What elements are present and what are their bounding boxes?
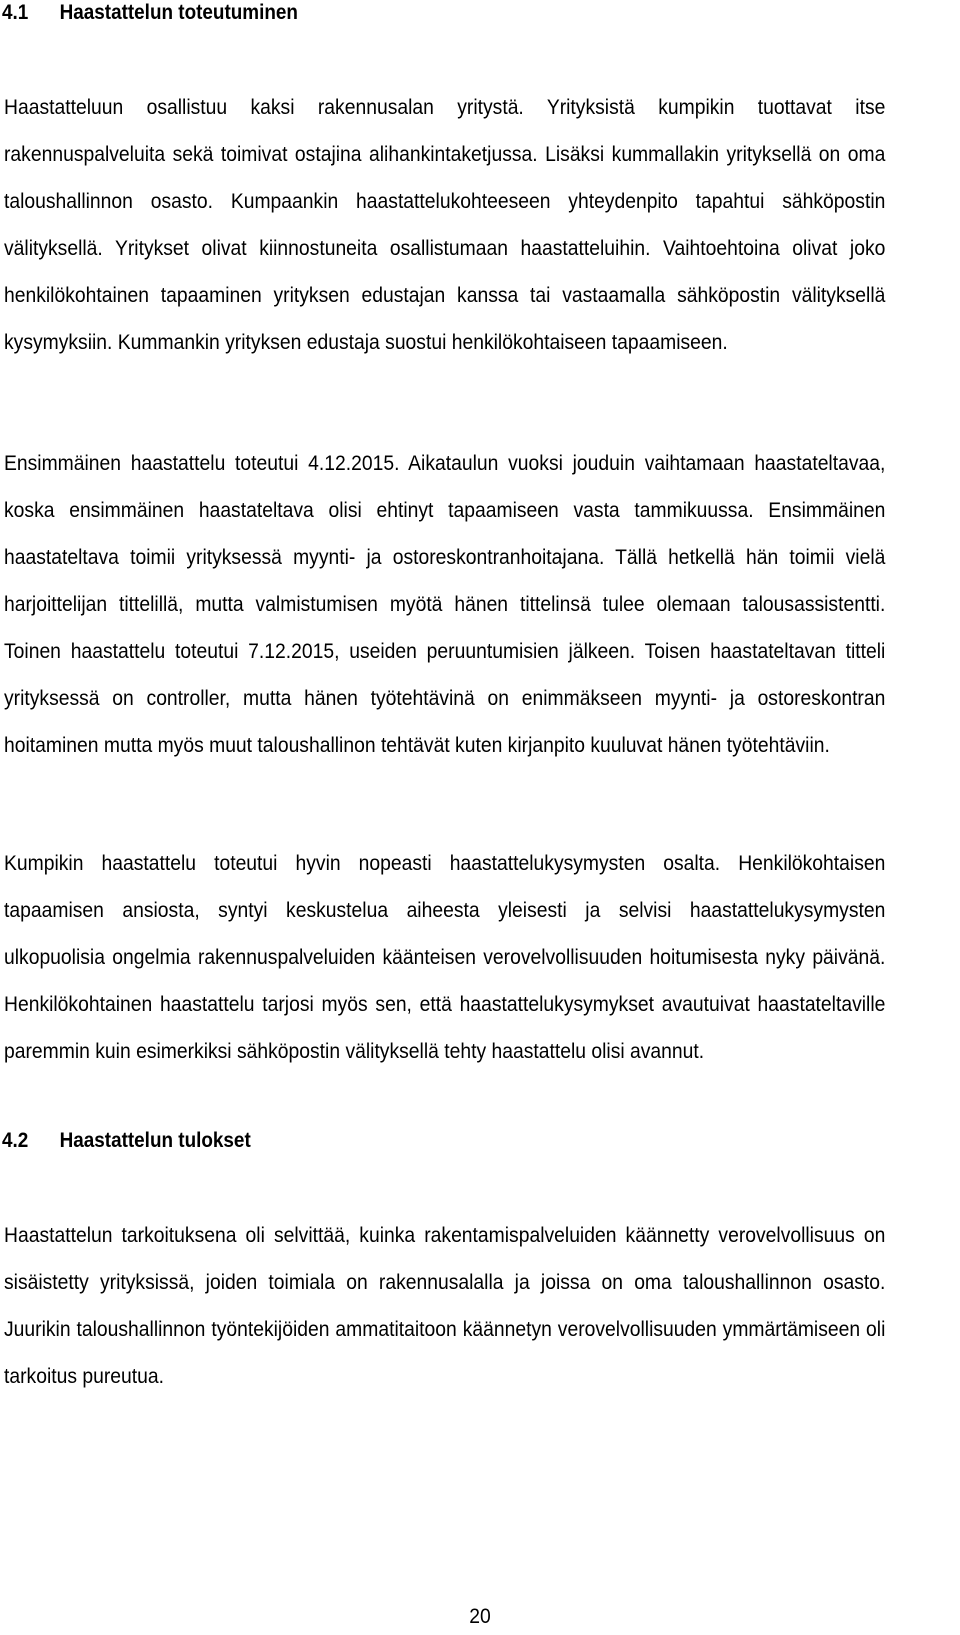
section-number: 4.2 xyxy=(2,1129,29,1152)
paragraph: Ensimmäinen haastattelu toteutui 4.12.2015. Aikataulun vuoksi jouduin vaihtamaan haastateltavaa, koska ensimmäinen haastateltava olisi ehtinyt tapaamiseen vasta tammikuussa. Ensimmäinen haastateltava toimii yrityksessä myynti- ja ostoreskontranhoitajana. Tällä hetkellä hän toimii vielä harjoittelijan tittelillä, mutta valmistumisen myötä hänen tittelinsä tulee olemaan talousassistentti. Toinen haastattelu toteutui 7.12.2015, useiden peruuntumisien jälkeen. Toisen haastateltavan titteli yrityksessä on controller, mutta hänen työtehtävinä on enimmäkseen myynti- ja ostoreskontran hoitaminen mutta myös muut taloushallinon tehtävät kuten kirjanpito kuuluvat hänen työtehtäviin. xyxy=(4,452,886,757)
section-title: Haastattelun toteutuminen xyxy=(59,1,298,24)
section-number: 4.1 xyxy=(2,1,29,24)
page-number: 20 xyxy=(469,1605,491,1628)
section-title: Haastattelun tulokset xyxy=(59,1129,251,1152)
paragraph: Haastattelun tarkoituksena oli selvittää, kuinka rakentamispalveluiden käännetty verovelvollisuus on sisäistetty yrityksissä, joiden toimiala on rakennusalalla ja joissa on oma taloushallinnon osasto. Juurikin taloushallinnon työntekijöiden ammatitaitoon käännetyn verovelvollisuuden ymmärtämiseen oli tarkoitus pureutua. xyxy=(4,1224,886,1388)
paragraph: Haastatteluun osallistuu kaksi rakennusalan yritystä. Yrityksistä kumpikin tuottavat itse rakennuspalveluita sekä toimivat ostajina alihankintaketjussa. Lisäksi kummallakin yrityksellä on oma taloushallinnon osasto. Kumpaankin haastattelukohteeseen yhteydenpito tapahtui sähköpostin välityksellä. Yritykset olivat kiinnostuneita osallistumaan haastatteluihin. Vaihtoehtoina olivat joko henkilökohtainen tapaaminen yrityksen edustajan kanssa tai vastaamalla sähköpostin välityksellä kysymyksiin. Kummankin yrityksen edustaja suostui henkilökohtaiseen tapaamiseen. xyxy=(4,96,886,354)
section-heading-4-2 xyxy=(2,1128,848,1154)
paragraph: Kumpikin haastattelu toteutui hyvin nopeasti haastattelukysymysten osalta. Henkilökohtaisen tapaamisen ansiosta, syntyi keskustelua aiheesta yleisesti ja selvisi haastattelukysymysten ulkopuolisia ongelmia rakennuspalveluiden käänteisen verovelvollisuuden hoitumisesta nyky päivänä. Henkilökohtainen haastattelu tarjosi myös sen, että haastattelukysymykset avautuivat haastateltaville paremmin kuin esimerkiksi sähköpostin välityksellä tehty haastattelu olisi avannut. xyxy=(4,852,886,1063)
section-heading-4-1 xyxy=(2,0,848,26)
